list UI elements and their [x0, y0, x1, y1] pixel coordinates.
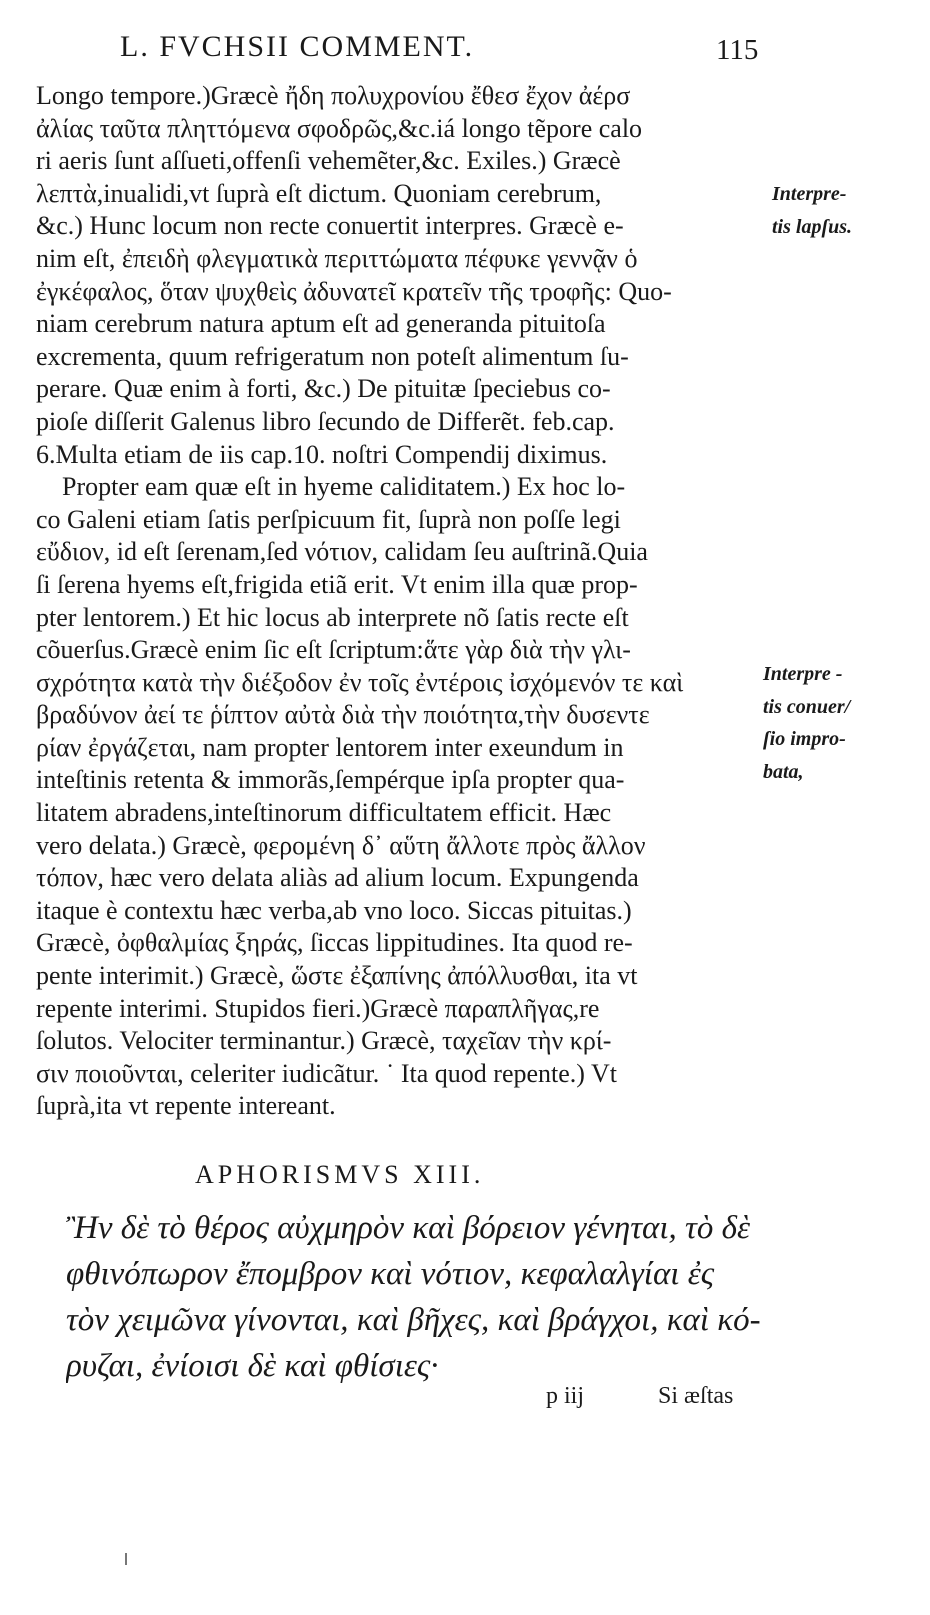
running-title: L. FVCHSII COMMENT.: [120, 30, 475, 63]
text-line: pioſe diſſerit Galenus libro ſecundo de Differẽt. feb.cap.: [36, 406, 615, 436]
aphorism-line: τὸν χειμῶνα γίνονται, καὶ βῆχες, καὶ βράγχοι, καὶ κό-: [66, 1302, 761, 1338]
signature-mark: p iij: [546, 1383, 585, 1409]
text-line: λεπτὰ,inualidi,vt ſuprà eſt dictum. Quoniam cerebrum,: [36, 178, 602, 208]
text-line: litatem abradens,inteſtinorum difficultatem efficit. Hæc: [36, 798, 612, 828]
text-line: excrementa, quum refrigeratum non poteſt alimentum ſu-: [36, 341, 629, 371]
text-line: ἀλίας ταῦτα πληττόμενα σφοδρῶς,&c.iá longo tẽpore calo: [36, 113, 643, 143]
aphorism-line: Ἢν δὲ τὸ θέρος αὐχμηρὸν καὶ βόρειον γένηται, τὸ δὲ: [66, 1210, 750, 1246]
text-line: pente interimit.) Græcè, ὥστε ἐξαπίνης ἀπόλλυσθαι, ita vt: [36, 961, 638, 991]
margin-note-line: Interpre-: [772, 183, 847, 205]
text-line: inteſtinis retenta & immorãs,ſempérque ipſa propter qua-: [36, 765, 625, 795]
text-line: vero delata.) Græcè, φερομένη δ᾽ αὕτη ἄλλοτε πρὸς ἄλλον: [36, 830, 646, 860]
text-line: βραδύνον ἀεί τε ῥίπτον αὐτὰ διὰ τὴν ποιότητα,τὴν δυσεντε: [36, 700, 650, 730]
text-line: ri aeris ſunt aſſueti,offenſi vehemẽter,&c. Exiles.) Græcè: [36, 146, 621, 176]
paragraph-start-line: Propter eam quæ eſt in hyeme caliditatem.) Ex hoc lo-: [62, 472, 626, 502]
margin-note-interpretis-lapsus: [772, 178, 852, 243]
ink-speck: [125, 1553, 127, 1565]
text-line: ſolutos. Velociter terminantur.) Græcè, ταχεῖαν τὴν κρί-: [36, 1026, 612, 1056]
text-line: Longo tempore.)Græcè ἤδη πολυχρονίου ἔθεσ ἔχον ἀέρσ: [36, 81, 631, 110]
text-line: ſi ſerena hyems eſt,frigida etiã erit. Vt enim illa quæ prop-: [36, 569, 638, 599]
margin-note-line: tis lapſus.: [772, 215, 853, 238]
text-line: co Galeni etiam ſatis perſpicuum fit, ſuprà non poſſe legi: [36, 504, 621, 534]
text-line: Græcè, ὀφθαλμίας ξηράς, ſiccas lippitudines. Ita quod re-: [36, 928, 633, 958]
text-line: perare. Quæ enim à forti, &c.) De pituitæ ſpeciebus co-: [36, 374, 611, 404]
text-line: &c.) Hunc locum non recte conuertit interpres. Græcè e-: [36, 211, 624, 241]
text-line: pter lentorem.) Et hic locus ab interprete nõ ſatis recte eſt: [36, 602, 629, 632]
commentary-text: [36, 80, 764, 1123]
aphorism-line: φθινόπωρον ἔπομβρον καὶ νότιον, κεφαλαλγίαι ἐς: [66, 1256, 715, 1292]
text-line: ἐγκέφαλος, ὅταν ψυχθεὶς ἀδυνατεῖ κρατεῖν τῆς τροφῆς: Quo-: [36, 276, 672, 306]
aphorism-greek-text: [66, 1205, 766, 1389]
catchword: Si æſtas: [658, 1383, 734, 1409]
text-line: itaque è contextu hæc verba,ab vno loco. Siccas pituitas.): [36, 895, 632, 925]
page-number: 115: [716, 34, 759, 66]
text-line: ρίαν ἐργάζεται, nam propter lentorem inter exeundum in: [36, 732, 624, 762]
section-heading: APHORISMVS XIII.: [195, 1160, 485, 1189]
text-line: 6.Multa etiam de iis cap.10. noſtri Compendij diximus.: [36, 439, 608, 469]
text-line: niam cerebrum natura aptum eſt ad generanda pituitoſa: [36, 309, 606, 339]
margin-note-line: bata,: [763, 760, 804, 783]
text-line: εὔδιον, id eſt ſerenam,ſed νότιον, calidam ſeu auſtrinã.Quia: [36, 537, 648, 567]
margin-note-line: Interpre -: [763, 663, 843, 685]
text-line: cõuerſus.Græcè enim ſic eſt ſcriptum:ἅτε γὰρ διὰ τὴν γλι-: [36, 635, 631, 665]
text-line: τόπον, hæc vero delata aliàs ad alium locum. Expungenda: [36, 863, 639, 893]
text-line: repente interimi. Stupidos fieri.)Græcè παραπλῆγας,re: [36, 993, 600, 1023]
text-line: σχρότητα κατὰ τὴν διέξοδον ἐν τοῖς ἐντέροις ἰσχόμενόν τε καὶ: [36, 667, 684, 697]
margin-note-interpretis-conuersio: [763, 658, 850, 788]
text-line: ſuprà,ita vt repente intereant.: [36, 1091, 336, 1121]
text-line: nim eſt, ἐπειδὴ φλεγματικὰ περιττώματα πέφυκε γεννᾷν ὁ: [36, 243, 638, 273]
text-line: σιν ποιοῦνται, celeriter iudicãtur. ˙ Ita quod repente.) Vt: [36, 1058, 617, 1088]
margin-note-line: ſio impro-: [763, 728, 846, 751]
margin-note-line: tis conuer/: [763, 695, 851, 718]
aphorism-line: ρυζαι, ἐνίοισι δὲ καὶ φθίσιες·: [66, 1348, 439, 1384]
